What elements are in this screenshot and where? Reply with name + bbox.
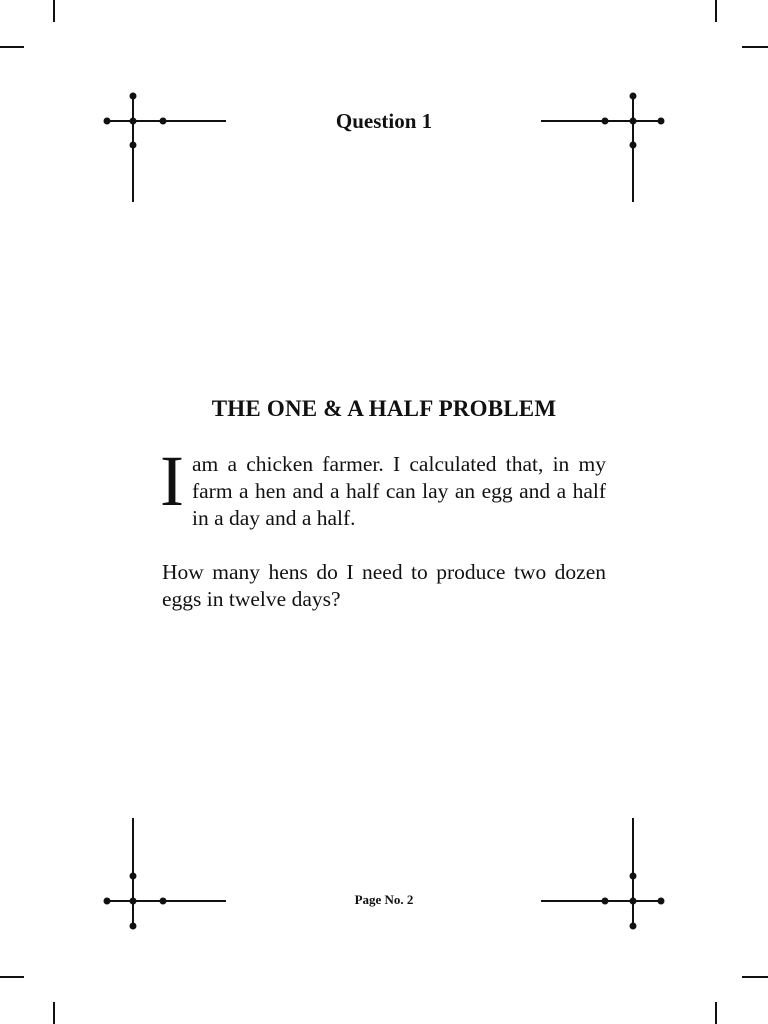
problem-question: How many hens do I need to produce two dozen eggs in twelve days? — [162, 560, 606, 611]
drop-cap: I — [160, 441, 184, 521]
page-number: Page No. 2 — [354, 892, 414, 907]
problem-title: THE ONE & A HALF PROBLEM — [211, 396, 557, 421]
problem-paragraph-1 — [160, 441, 606, 532]
crosshair-bottom-left — [105, 818, 227, 929]
crosshair-bottom-right — [541, 818, 664, 929]
paragraph-1-text: am a chicken farmer. I calculated that, in my farm a hen and a half can lay an egg and a half in a day and a half. — [191, 452, 606, 530]
question-heading: Question 1 — [335, 109, 433, 133]
